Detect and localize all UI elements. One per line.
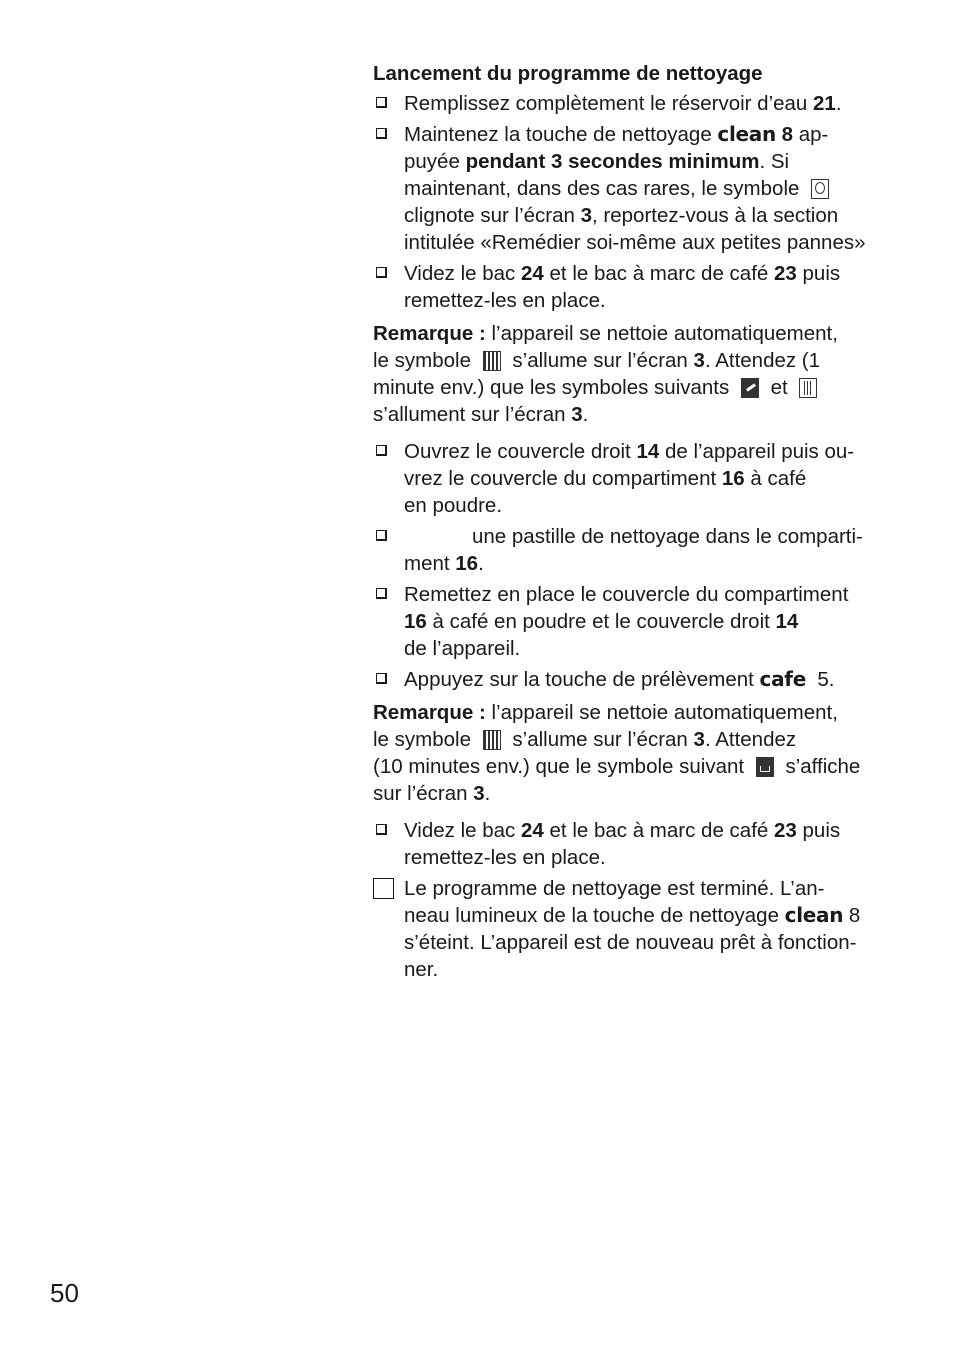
step-text: Remettez en place le couvercle du compartiment — [404, 583, 849, 606]
instructions-column — [373, 60, 903, 987]
remark-paragraph — [373, 320, 903, 428]
step-text: remettez-les en place. — [404, 289, 606, 312]
checkbox-bullet-icon — [376, 128, 387, 139]
checkbox-bullet-icon — [376, 97, 387, 108]
step-text: puis — [796, 819, 841, 842]
part-number: 3 — [473, 782, 485, 805]
remark-text: minute env.) que les symboles suivants — [373, 376, 735, 399]
cleaning-tablet-symbol-icon — [741, 378, 759, 398]
completion-box-icon — [373, 878, 394, 899]
step-text: Ouvrez le couvercle droit — [404, 440, 637, 463]
step-text: une pastille de nettoyage dans le comparti- — [472, 525, 863, 548]
step-text: Le programme de nettoyage est terminé. L’an- — [404, 877, 825, 900]
part-number: 5 — [817, 668, 829, 691]
clean-key-label: clean — [784, 903, 844, 927]
list-item — [373, 90, 903, 117]
remark-label: Remarque : — [373, 322, 486, 345]
step-text: Remplissez complètement le réservoir d’eau — [404, 92, 814, 115]
step-text: et le bac à marc de café — [543, 819, 775, 842]
step-text: Videz le bac — [404, 819, 522, 842]
list-item — [373, 260, 903, 314]
remark-text: s’allume sur l’écran — [506, 728, 694, 751]
step-text: clignote sur l’écran — [404, 204, 581, 227]
remark-text: . Attendez — [704, 728, 797, 751]
remark-text: . Attendez (1 — [704, 349, 821, 372]
step-text: puyée — [404, 150, 466, 173]
remark-text: et — [764, 376, 794, 399]
remark-text: . — [582, 403, 589, 426]
remark-text: le symbole — [373, 728, 477, 751]
step-text: Maintenez la touche de nettoyage — [404, 123, 718, 146]
checkbox-bullet-icon — [376, 445, 387, 456]
step-text: intitulée «Remédier soi-même aux petites pannes» — [404, 231, 866, 254]
remark-text: s’allume sur l’écran — [506, 349, 694, 372]
part-number: 24 — [521, 262, 544, 285]
cafe-key-label: cafe — [759, 667, 806, 691]
part-number: 3 — [693, 728, 705, 751]
remark-text: sur l’écran — [373, 782, 474, 805]
step-text: remettez-les en place. — [404, 846, 606, 869]
step-text: ner. — [404, 958, 439, 981]
list-item — [373, 121, 903, 256]
list-item — [373, 817, 903, 871]
checkbox-bullet-icon — [376, 824, 387, 835]
list-item — [373, 666, 903, 693]
remark-text: s’affiche — [779, 755, 861, 778]
list-item — [373, 438, 903, 519]
emphasis-text: pendant 3 secondes minimum — [465, 150, 760, 173]
step-text: , reportez-vous à la section — [592, 204, 839, 227]
checkbox-bullet-icon — [376, 588, 387, 599]
step-text: . — [828, 668, 835, 691]
coffee-powder-symbol-icon — [799, 378, 817, 398]
step-text: Videz le bac — [404, 262, 522, 285]
step-text: . Si — [759, 150, 790, 173]
part-number: 14 — [775, 610, 799, 633]
remark-label: Remarque : — [373, 701, 486, 724]
remark-text: l’appareil se nettoie automatiquement, — [485, 701, 838, 724]
remark-text: . — [484, 782, 491, 805]
step-text: et le bac à marc de café — [543, 262, 775, 285]
part-number: 8 — [848, 904, 861, 927]
step-text: de l’appareil puis ou- — [659, 440, 855, 463]
warning-symbol-icon — [811, 179, 829, 199]
checkbox-bullet-icon — [376, 267, 387, 278]
remark-text: s’allument sur l’écran — [373, 403, 572, 426]
part-number: 3 — [571, 403, 583, 426]
remark-text: l’appareil se nettoie automatiquement, — [485, 322, 838, 345]
part-number: 16 — [721, 467, 745, 490]
step-text: ment — [404, 552, 456, 575]
list-item — [373, 523, 903, 577]
step-text: maintenant, dans des cas rares, le symbole — [404, 177, 806, 200]
checkbox-bullet-icon — [376, 530, 387, 541]
part-number: 8 — [781, 123, 794, 146]
part-number: 21 — [813, 92, 836, 115]
section-heading: Lancement du programme de nettoyage — [373, 62, 763, 85]
step-text: puis — [796, 262, 841, 285]
part-number: 3 — [693, 349, 705, 372]
step-text: . — [478, 552, 484, 575]
part-number: 23 — [774, 262, 797, 285]
step-text: . — [835, 92, 842, 115]
step-text: en poudre. — [404, 494, 503, 517]
list-item — [373, 875, 903, 983]
part-number: 3 — [580, 204, 593, 227]
clean-key-label: clean — [717, 122, 776, 146]
part-number: 16 — [455, 552, 479, 575]
drip-tray-symbol-icon — [756, 757, 774, 777]
checkbox-bullet-icon — [376, 673, 387, 684]
step-text: à café — [744, 467, 807, 490]
descaling-symbol-icon — [483, 730, 501, 750]
part-number: 23 — [774, 819, 797, 842]
step-text: vrez le couvercle du compartiment — [404, 467, 722, 490]
step-text: de l’appareil. — [404, 637, 521, 660]
part-number: 24 — [521, 819, 544, 842]
step-text: s’éteint. L’appareil est de nouveau prêt à fonction- — [404, 931, 857, 954]
step-text: neau lumineux de la touche de nettoyage — [404, 904, 785, 927]
descaling-symbol-icon — [483, 351, 501, 371]
step-text: Appuyez sur la touche de prélèvement — [404, 668, 760, 691]
page-number: 50 — [50, 1278, 79, 1308]
step-text: à café en poudre et le couvercle droit — [426, 610, 776, 633]
part-number: 14 — [636, 440, 660, 463]
list-item — [373, 581, 903, 662]
part-number: 16 — [404, 610, 427, 633]
step-text: ap- — [793, 123, 829, 146]
remark-paragraph — [373, 699, 903, 807]
remark-text: (10 minutes env.) que le symbole suivant — [373, 755, 750, 778]
remark-text: le symbole — [373, 349, 477, 372]
